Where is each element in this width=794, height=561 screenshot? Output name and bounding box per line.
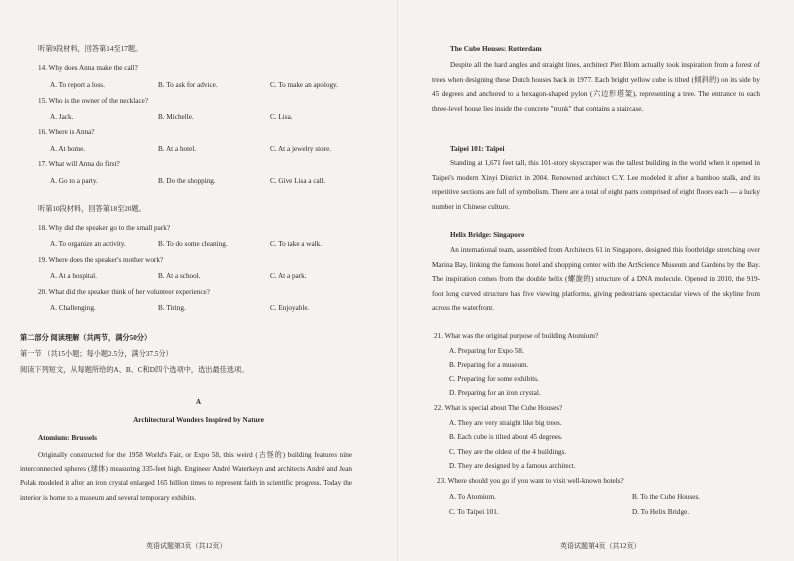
option-16a: A. At home. — [50, 145, 86, 153]
cube-houses-paragraph: Despite all the hard angles and straight lines, architect Piet Blom actually took inspiration from a forest of trees when designing these Dutch houses back in 1977. Each bright yellow cube is tilted (倾斜的) on its side by 45 degrees and anchored to a hexagon-shaped pylon (六边形塔架), representing a tree. The entrance to each three-level house lies inside the concrete "trunk" that contains a staircase. — [432, 61, 760, 113]
section1-instruction: 阅读下列短文，从每题所给的A、B、C和D四个选项中，选出最佳选项。 — [20, 366, 249, 374]
question-20: 20. What did the speaker think of her volunteer experience? — [38, 288, 210, 296]
page-footer-3: 英语试题第3页（共12页） — [146, 542, 227, 550]
question-15: 15. Who is the owner of the necklace? — [38, 97, 149, 105]
question-14: 14. Why does Anna make the call? — [38, 64, 138, 72]
option-23d: D. To Helix Bridge. — [632, 508, 690, 516]
option-20b: B. Tiring. — [158, 304, 186, 312]
passage-label: A — [195, 398, 202, 406]
question-21: 21. What was the original purpose of building Atomium? — [434, 332, 599, 340]
option-15a: A. Jack. — [50, 113, 74, 121]
listening-instruction-9: 听第9段材料，回答第14至17题。 — [38, 45, 143, 53]
option-14a: A. To report a loss. — [50, 81, 105, 89]
option-14c: C. To make an apology. — [270, 81, 338, 89]
option-21a: A. Preparing for Expo 58. — [449, 347, 524, 355]
option-21d: D. Preparing for an iron crystal. — [449, 389, 541, 397]
option-21b: B. Preparing for a museum. — [449, 361, 529, 369]
option-17a: A. Go to a party. — [50, 177, 98, 185]
option-21c: C. Preparing for some exhibits. — [449, 375, 539, 383]
option-22d: D. They are designed by a famous architect. — [449, 462, 576, 470]
option-22b: B. Each cube is tilted about 45 degrees. — [449, 433, 563, 441]
question-18: 18. Why did the speaker go to the small park? — [38, 224, 171, 232]
option-23c: C. To Taipei 101. — [449, 508, 499, 516]
section1-title: 第一节 （共15小题；每小题2.5分，满分37.5分） — [20, 350, 173, 358]
option-15c: C. Lisa. — [270, 113, 293, 121]
exam-page-4 — [397, 0, 794, 561]
question-16: 16. Where is Anna? — [38, 128, 95, 136]
part2-title: 第二部分 阅读理解（共两节，满分50分） — [20, 334, 152, 342]
passage-title: Architectural Wonders Inspired by Nature — [133, 416, 264, 424]
question-17: 17. What will Anna do first? — [38, 160, 120, 168]
option-22c: C. They are the oldest of the 4 buildings. — [449, 448, 567, 456]
question-19: 19. Where does the speaker's mother work? — [38, 256, 164, 264]
option-19c: C. At a park. — [270, 272, 307, 280]
listening-instruction-10: 听第10段材料，回答第18至20题。 — [38, 205, 146, 213]
question-23: 23. Where should you go if you want to visit well-known hotels? — [437, 477, 624, 485]
option-23a: A. To Atomium. — [449, 493, 496, 501]
option-19a: A. At a hospital. — [50, 272, 97, 280]
option-22a: A. They are very straight like big trees. — [449, 419, 562, 427]
option-16b: B. At a hotel. — [158, 145, 197, 153]
option-16c: C. At a jewelry store. — [270, 145, 332, 153]
option-20c: C. Enjoyable. — [270, 304, 310, 312]
helix-bridge-heading: Helix Bridge: Singapore — [450, 231, 525, 239]
option-23b: B. To the Cube Houses. — [632, 493, 701, 501]
atomium-heading: Atomium: Brussels — [38, 434, 97, 442]
taipei-101-paragraph: Standing at 1,671 feet tall, this 101-story skyscraper was the tallest building in the world when it opened in Taipei's modern Xinyi District in 2004. Renowned architect C.Y. Lee modeled it after a bamboo stalk, and its repetitive sections are full of symbolism. There are a total of eight parts comprised of eight floors each — a lucky number in Chinese culture. — [432, 159, 760, 211]
option-18a: A. To organize an activity. — [50, 240, 126, 248]
option-17b: B. Do the shopping. — [158, 177, 216, 185]
option-19b: B. At a school. — [158, 272, 201, 280]
option-18b: B. To do some cleaning. — [158, 240, 228, 248]
taipei-101-heading: Taipei 101: Taipei — [450, 145, 505, 153]
option-18c: C. To take a walk. — [270, 240, 323, 248]
helix-bridge-paragraph: An international team, assembled from Architects 61 in Singapore, designed this footbridge stretching over Marina Bay, linking the famous hotel and shopping center with the ArtScience Museum and Gardens by the Bay. The inspiration comes from the double helix (螺旋的) structure of a DNA molecule. Opened in 2010, the 919-foot long curved structure has five viewing platforms, giving pedestrians spectacular views of the skyline from across the waterfront. — [432, 246, 760, 312]
option-14b: B. To ask for advice. — [158, 81, 218, 89]
question-22: 22. What is special about The Cube Houses? — [434, 404, 563, 412]
page-footer-4: 英语试题第4页（共12页） — [560, 542, 641, 550]
option-15b: B. Michelle. — [158, 113, 194, 121]
option-20a: A. Challenging. — [50, 304, 96, 312]
option-17c: C. Give Lisa a call. — [270, 177, 326, 185]
atomium-paragraph: Originally constructed for the 1958 World's Fair, or Expo 58, this weird (古怪的) building features nine interconnected spheres (球体) measuring 335-feet high. Engineer André Waterkeyn and architects André and Jean Polak modeled it after an iron crystal enlarged 165 billion times to represent faith in scientific progress. Today the interior is home to a museum and several temporary exhibits. — [20, 451, 352, 502]
cube-houses-heading: The Cube Houses: Rotterdam — [450, 45, 542, 53]
